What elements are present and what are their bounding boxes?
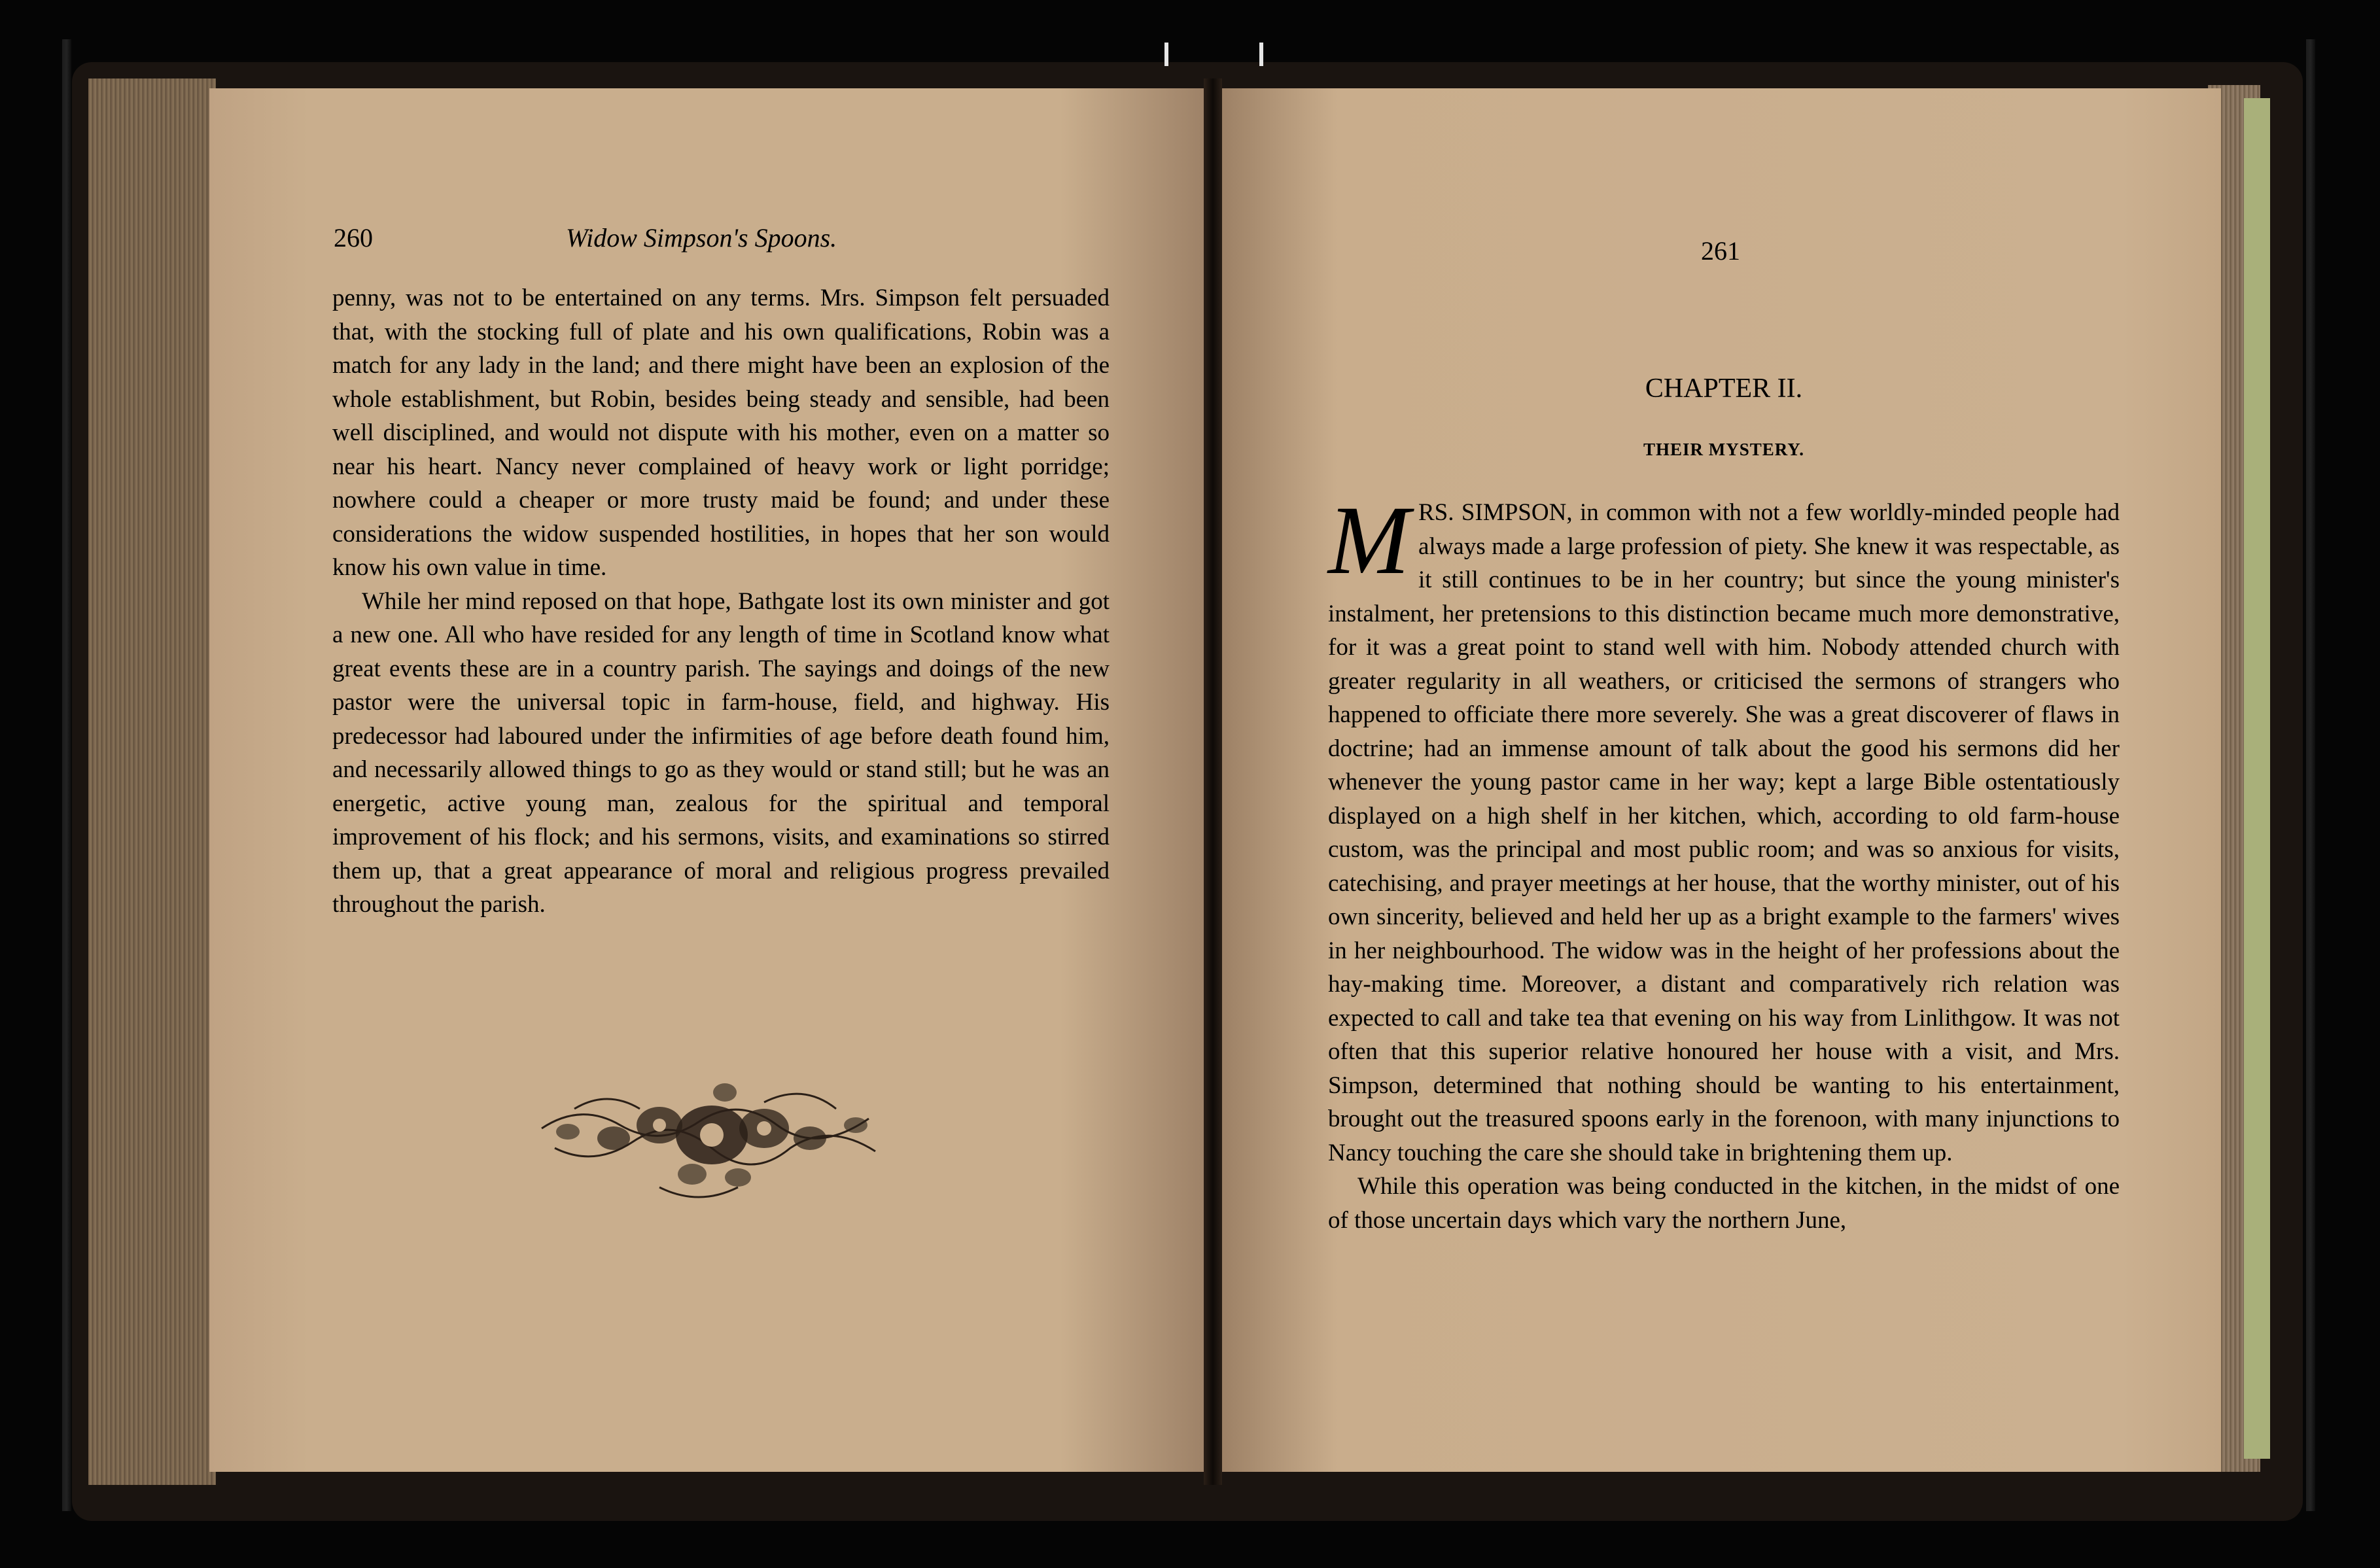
running-head: Widow Simpson's Spoons.	[566, 223, 837, 253]
sleeve-mark-right	[1259, 43, 1263, 66]
chapter-subtitle: THEIR MYSTERY.	[1643, 440, 1805, 459]
left-paragraph-1: penny, was not to be entertained on any terms. Mrs. Simpson felt persuaded that, with the stocking full of plate and his own qualifications, Robin was a match for any lady in the land; and there might have been an explosion of the whole establishment, but Robin, besides being steady and sensible, had been well disciplined, and would not dispute with his mother, even on a matter so near his heart. Nancy never complained of heavy work or light porridge; nowhere could a cheaper or more trusty maid be found; and under these considerations the widow suspended hostilities, in hopes that her son would know his own value in time.	[332, 285, 1110, 581]
plastic-sleeve-edge-left	[62, 39, 71, 1511]
endpaper-strip	[2244, 98, 2270, 1459]
right-paragraph-2: While this operation was being conducted in the kitchen, in the midst of one of those uncertain days which vary the northern June,	[1328, 1173, 2120, 1234]
drop-cap: M	[1328, 486, 1410, 595]
plastic-sleeve-edge-right	[2306, 39, 2315, 1511]
right-page-number: 261	[1701, 236, 1740, 266]
page-edges-left	[88, 78, 216, 1485]
left-page-number: 260	[334, 223, 373, 253]
right-paragraph-1: RS. SIMPSON, in common with not a few worldly-minded people had always made a large profession of piety. She knew it was respectable, as it still continues to be in her country; but since the young minister's instalment, her pretensions to this distinction became much more demonstrative, for it was a great point to stand well with him. Nobody attended church with greater regularity in all weathers, or criticised the sermons of strangers who happened to officiate there more severely. She was a great discoverer of flaws in doctrine; had an immense amount of talk about the good his sermons did her whenever the young pastor came in her way; kept a large Bible ostentatiously displayed on a high shelf in her kitchen, which, according to old farm-house custom, was the principal and most public room; and was so anxious for visits, catechising, and prayer meetings at her house, that the worthy minister, out of his own sincerity, believed and held her up as a bright example to the farmers' wives in her neighbourhood. The widow was in the height of her professions about the hay-making time. Moreover, a distant and comparatively rich relation was expected to call and take tea that evening on his way from Linlithgow. It was not often that this superior relative honoured her house with a visit, and Mrs. Simpson, determined that nothing should be wanting to his entertainment, brought out the treasured spoons early in the forenoon, with many injunctions to Nancy touching the care she should take in brightening them up.	[1328, 499, 2120, 1166]
chapter-title: CHAPTER II.	[1645, 374, 1803, 404]
left-paragraph-2: While her mind reposed on that hope, Bathgate lost its own minister and got a new one. All who have resided for any length of time in Scotland know what great events these are in a country parish. The sayings and doings of the new pastor were the universal topic in farm-house, field, and highway. His predecessor had laboured under the infirmities of age before death found him, and necessarily allowed things to go as they would or stand still; but he was an energetic, active young man, zealous for the spiritual and temporal improvement of his flock; and his sermons, visits, and examinations so stirred them up, that a great appearance of moral and religious progress prevailed throughout the parish.	[332, 587, 1110, 918]
sleeve-mark-left	[1164, 43, 1168, 66]
book-gutter	[1204, 78, 1222, 1485]
right-page-body	[1328, 486, 2120, 1237]
left-page-header	[334, 222, 1119, 255]
left-page-body	[332, 281, 1110, 922]
floral-vignette-icon	[529, 1063, 895, 1220]
